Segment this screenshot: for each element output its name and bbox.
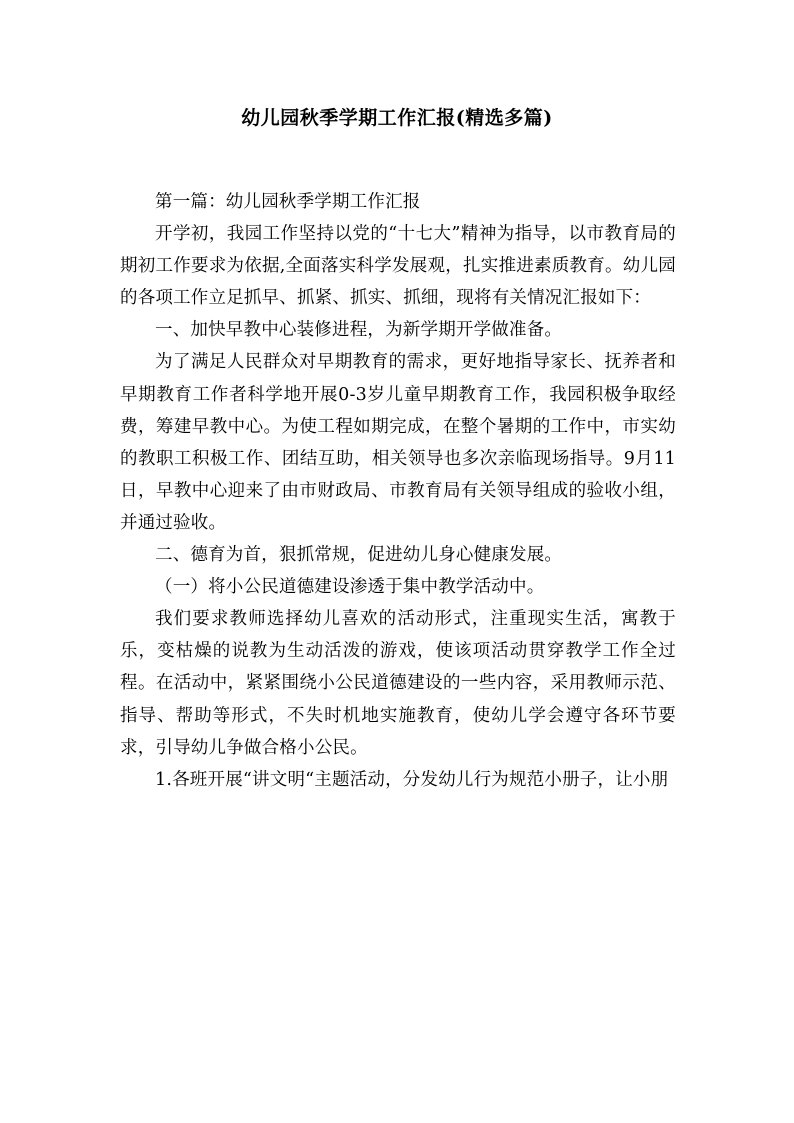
- document-body: [120, 186, 676, 796]
- section-heading: 一、加快早教中心装修进程，为新学期开学做准备。: [155, 320, 563, 341]
- section-heading: 二、德育为首，狠抓常规，促进幼儿身心健康发展。: [155, 545, 563, 566]
- document-title: 幼儿园秋季学期工作汇报(精选多篇): [241, 107, 553, 129]
- paragraph: 我们要求教师选择幼儿喜欢的活动形式，注重现实生活，寓教于乐，变枯燥的说教为生动活泼的游戏，使该项活动贯穿教学工作全过程。在活动中，紧紧围绕小公民道德建设的一些内容，采用教师示范、指导、帮助等形式，不失时机地实施教育，使幼儿学会遵守各环节要求，引导幼儿争做合格小公民。: [120, 609, 676, 758]
- sub-heading: （一）将小公民道德建设渗透于集中教学活动中。: [155, 577, 545, 598]
- list-item: 1.各班开展“讲文明“主题活动，分发幼儿行为规范小册子，让小朋: [155, 769, 669, 790]
- section-heading: 第一篇：幼儿园秋季学期工作汇报: [155, 192, 421, 212]
- paragraph: 开学初，我园工作坚持以党的“十七大”精神为指导，以市教育局的期初工作要求为依据,全面落实科学发展观，扎实推进素质教育。幼儿园的各项工作立足抓早、抓紧、抓实、抓细，现将有关情况汇报如下：: [120, 224, 676, 309]
- paragraph: 为了满足人民群众对早期教育的需求，更好地指导家长、抚养者和早期教育工作者科学地开展0-3岁儿童早期教育工作，我园积极争取经费，筹建早教中心。为使工程如期完成，在整个暑期的工作中，市实幼的教职工积极工作、团结互助，相关领导也多次亲临现场指导。9月11日，早教中心迎来了由市财政局、市教育局有关领导组成的验收小组，并通过验收。: [120, 352, 676, 533]
